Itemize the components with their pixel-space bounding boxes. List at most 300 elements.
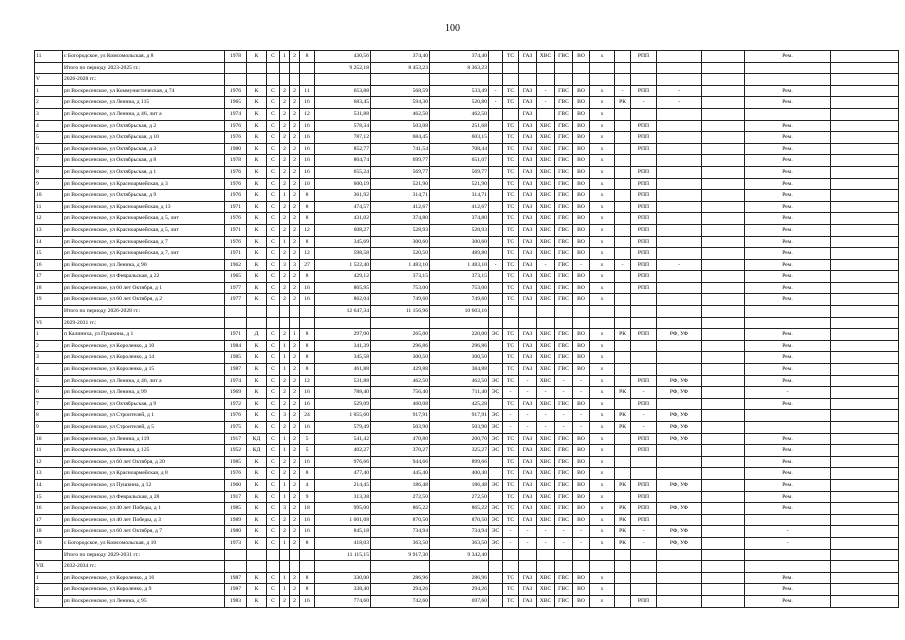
table-cell: 7 [35, 398, 63, 410]
table-cell: ТС [503, 259, 519, 271]
table-cell [489, 178, 503, 190]
table-cell: К [247, 595, 267, 607]
table-cell: ТС [503, 479, 519, 491]
table-cell [702, 491, 745, 503]
table-cell: 2 [290, 398, 300, 410]
table-cell: 2 [290, 282, 300, 294]
table-cell [371, 317, 430, 329]
table-cell [300, 549, 315, 561]
table-cell: РФ, УФ [657, 422, 702, 434]
table-cell: 200,70 [430, 433, 489, 445]
table-cell [657, 572, 702, 584]
period-total-label: Итого по периоду 2026-2028 гг.: [63, 306, 225, 318]
table-cell: С [267, 178, 280, 190]
table-cell: ГВС [555, 282, 573, 294]
table-cell: 2 [280, 375, 290, 387]
table-row [35, 236, 899, 248]
table-cell [615, 224, 631, 236]
table-cell: 16 [300, 456, 315, 468]
table-cell: К [247, 132, 267, 144]
table-cell: - [573, 422, 590, 434]
table-cell: 9 [35, 178, 63, 190]
table-cell [702, 561, 745, 573]
table-cell: ХВС [537, 51, 555, 63]
table-cell: ВО [573, 294, 590, 306]
period-total-value: 11 115,15 [315, 549, 371, 561]
table-cell: Рем. [745, 433, 831, 445]
section-label: 2026-2028 гг.: [63, 74, 225, 86]
table-cell: с Богородское, ул Комсомольская, д 10 [63, 537, 225, 549]
table-cell: 870,50 [371, 514, 430, 526]
table-cell: рп Воскресенское, ул Ленина, д 115 [63, 97, 225, 109]
table-cell [657, 317, 702, 329]
table-cell [503, 561, 519, 573]
table-cell: 529,09 [315, 398, 371, 410]
table-cell: С [267, 479, 280, 491]
table-cell: - [503, 410, 519, 422]
table-cell [615, 166, 631, 178]
table-cell: 1976 [225, 410, 247, 422]
table-cell: х [590, 584, 615, 596]
table-cell [267, 561, 280, 573]
table-cell: КД [247, 445, 267, 457]
table-cell: 1917 [225, 433, 247, 445]
table-cell [555, 549, 573, 561]
table-cell: 16 [300, 166, 315, 178]
table-cell: ГАЗ [519, 479, 537, 491]
table-cell: К [247, 97, 267, 109]
table-cell: - [615, 85, 631, 97]
table-cell [631, 549, 657, 561]
table-cell: ХВС [537, 132, 555, 144]
table-cell [290, 74, 300, 86]
table-cell: - [745, 387, 831, 399]
table-row [35, 282, 899, 294]
table-cell [503, 317, 519, 329]
table-cell [489, 62, 503, 74]
table-cell: ГВС [555, 248, 573, 260]
table-cell: 708,44 [430, 143, 489, 155]
table-cell: 1989 [225, 514, 247, 526]
table-cell: РК [615, 526, 631, 538]
table-cell: ГВС [555, 155, 573, 167]
table-cell: 402,27 [315, 445, 371, 457]
table-cell [300, 317, 315, 329]
table-cell: К [247, 271, 267, 283]
table-cell: Рем. [745, 97, 831, 109]
table-cell: - [573, 526, 590, 538]
table-cell [702, 387, 745, 399]
table-cell: ВО [573, 479, 590, 491]
table-cell: 16 [300, 120, 315, 132]
table-cell: х [590, 375, 615, 387]
table-cell: ТС [503, 364, 519, 376]
table-cell: 3 [35, 352, 63, 364]
table-cell: 17 [35, 514, 63, 526]
table-cell [831, 584, 899, 596]
table-cell: ГВС [555, 572, 573, 584]
table-cell: Рем. [745, 294, 831, 306]
table-cell: 2 [280, 120, 290, 132]
table-cell [831, 143, 899, 155]
table-cell [615, 364, 631, 376]
table-cell: К [247, 282, 267, 294]
table-cell: С [267, 282, 280, 294]
table-cell: Рем. [745, 445, 831, 457]
table-cell [657, 166, 702, 178]
table-cell: 12 [300, 224, 315, 236]
table-cell: ТС [503, 398, 519, 410]
table-cell: 2 [290, 51, 300, 63]
table-cell: 2 [280, 213, 290, 225]
table-cell: 16 [300, 422, 315, 434]
table-cell: 2 [290, 340, 300, 352]
table-cell: ВО [573, 132, 590, 144]
table-cell [631, 108, 657, 120]
table-cell: 1972 [225, 398, 247, 410]
table-cell: ГВС [555, 584, 573, 596]
table-cell [702, 329, 745, 341]
table-cell: ХВС [537, 398, 555, 410]
table-cell: 16 [300, 143, 315, 155]
table-cell: 2 [290, 201, 300, 213]
table-cell: ГВС [555, 433, 573, 445]
table-cell [615, 108, 631, 120]
table-cell: 3 [280, 410, 290, 422]
table-cell: 8 [300, 51, 315, 63]
table-cell [430, 317, 489, 329]
table-cell: ЭС [489, 422, 503, 434]
table-row [35, 259, 899, 271]
table-cell: - [631, 410, 657, 422]
table-cell [831, 537, 899, 549]
table-cell: ГАЗ [519, 236, 537, 248]
table-cell: ГВС [555, 178, 573, 190]
table-cell: ГАЗ [519, 85, 537, 97]
table-row [35, 468, 899, 480]
table-cell: 1973 [225, 537, 247, 549]
table-cell [537, 306, 555, 318]
table-cell [831, 51, 899, 63]
table-cell: 345,69 [315, 236, 371, 248]
table-cell [745, 514, 831, 526]
table-cell: ГВС [555, 259, 573, 271]
table-cell [503, 306, 519, 318]
table-cell: 16 [300, 387, 315, 399]
table-row [35, 132, 899, 144]
table-cell [702, 213, 745, 225]
table-cell: ВО [573, 166, 590, 178]
table-cell: ГВС [555, 491, 573, 503]
table-cell [657, 340, 702, 352]
table-cell: 734,94 [371, 526, 430, 538]
table-row [35, 584, 899, 596]
table-cell: ГАЗ [519, 201, 537, 213]
table-cell: 286,96 [371, 572, 430, 584]
table-cell: 16 [300, 155, 315, 167]
table-cell: 2 [280, 595, 290, 607]
table-cell: К [247, 259, 267, 271]
table-cell: 1 [35, 85, 63, 97]
table-cell: рп Воскресенское, ул Короленко, д 14 [63, 352, 225, 364]
table-cell: ГВС [555, 456, 573, 468]
table-cell: 2 [290, 236, 300, 248]
table-cell [745, 62, 831, 74]
table-cell: 10 [35, 433, 63, 445]
table-cell [631, 456, 657, 468]
table-cell: ТС [503, 282, 519, 294]
table-cell [745, 422, 831, 434]
table-cell: РПП [631, 375, 657, 387]
table-cell [631, 62, 657, 74]
table-cell [371, 561, 430, 573]
table-cell [489, 224, 503, 236]
table-cell: РК [615, 387, 631, 399]
table-cell: ГВС [555, 340, 573, 352]
table-row [35, 595, 899, 607]
table-cell: 2 [280, 143, 290, 155]
table-cell: х [590, 329, 615, 341]
table-row [35, 97, 899, 109]
table-cell: ГВС [555, 213, 573, 225]
table-cell [615, 456, 631, 468]
table-cell [831, 422, 899, 434]
table-cell [35, 62, 63, 74]
table-cell: 19 [35, 537, 63, 549]
table-cell [657, 224, 702, 236]
table-cell: - [519, 387, 537, 399]
table-cell: - [537, 410, 555, 422]
table-cell: ЭС [489, 526, 503, 538]
table-cell: Рем. [745, 456, 831, 468]
table-cell [702, 190, 745, 202]
table-cell: 461,88 [315, 364, 371, 376]
table-cell [657, 132, 702, 144]
table-cell [631, 340, 657, 352]
table-cell: Рем. [745, 584, 831, 596]
table-row [35, 514, 899, 526]
table-cell: 1 [280, 364, 290, 376]
table-cell: ТС [503, 236, 519, 248]
table-cell: - [555, 387, 573, 399]
table-cell [267, 62, 280, 74]
table-cell: 296,86 [371, 340, 430, 352]
table-cell: ВО [573, 456, 590, 468]
table-cell [267, 74, 280, 86]
table-cell [489, 132, 503, 144]
table-cell [702, 468, 745, 480]
table-cell: Рем. [745, 340, 831, 352]
table-cell: 569,77 [371, 166, 430, 178]
table-cell: х [590, 132, 615, 144]
table-cell [489, 120, 503, 132]
table-cell: 9 [35, 422, 63, 434]
table-cell [615, 74, 631, 86]
table-cell: ТС [503, 503, 519, 515]
table-cell: - [555, 410, 573, 422]
table-cell [615, 132, 631, 144]
table-cell: 531,88 [315, 108, 371, 120]
table-cell: 594,30 [371, 97, 430, 109]
table-cell [300, 306, 315, 318]
table-cell: 462,50 [371, 375, 430, 387]
table-cell [590, 306, 615, 318]
table-cell: 8 [300, 201, 315, 213]
table-cell: 2 [280, 271, 290, 283]
table-cell: 2 [280, 201, 290, 213]
table-cell: ТС [503, 155, 519, 167]
table-cell: К [247, 479, 267, 491]
table-cell: 870,50 [430, 514, 489, 526]
table-cell [657, 51, 702, 63]
table-cell: рп Воскресенское, ул Красноармейская, д 5, лит [63, 224, 225, 236]
table-cell: ВО [573, 143, 590, 155]
table-cell [702, 572, 745, 584]
table-cell [537, 62, 555, 74]
table-cell [831, 387, 899, 399]
table-cell [702, 514, 745, 526]
table-cell [615, 352, 631, 364]
table-cell: С [267, 572, 280, 584]
table-cell: РПП [631, 445, 657, 457]
table-cell: 1 [280, 433, 290, 445]
table-cell: 425,28 [430, 398, 489, 410]
table-cell [831, 514, 899, 526]
table-cell [615, 584, 631, 596]
table-cell: х [590, 282, 615, 294]
table-cell [831, 224, 899, 236]
table-cell [615, 445, 631, 457]
table-cell: 1 [35, 329, 63, 341]
table-cell [831, 166, 899, 178]
table-cell [225, 74, 247, 86]
table-cell [657, 491, 702, 503]
table-cell: 186,48 [430, 479, 489, 491]
table-cell: С [267, 514, 280, 526]
table-cell: 1965 [225, 97, 247, 109]
table-cell: ТС [503, 132, 519, 144]
table-cell: ТС [503, 213, 519, 225]
table-cell: С [267, 387, 280, 399]
table-cell [573, 62, 590, 74]
table-cell [489, 166, 503, 178]
table-cell: ВО [573, 445, 590, 457]
section-header-row [35, 317, 899, 329]
table-cell: 1 [290, 329, 300, 341]
table-cell: 12 [35, 456, 63, 468]
table-cell: 804,74 [315, 155, 371, 167]
table-cell [225, 317, 247, 329]
table-cell: ВО [573, 236, 590, 248]
table-cell: рп Воскресенское, ул Февральская, д 28 [63, 491, 225, 503]
table-cell [745, 317, 831, 329]
table-cell: 521,90 [430, 178, 489, 190]
table-cell: 8 [300, 329, 315, 341]
table-cell: РФ, УФ [657, 433, 702, 445]
table-cell: 341,39 [315, 340, 371, 352]
table-cell [615, 201, 631, 213]
table-cell [537, 108, 555, 120]
table-cell: ГАЗ [519, 398, 537, 410]
table-cell [573, 549, 590, 561]
table-cell [702, 143, 745, 155]
table-cell: Рем. [745, 201, 831, 213]
table-row [35, 108, 899, 120]
table-cell: 1974 [225, 108, 247, 120]
table-cell: 16 [300, 282, 315, 294]
table-cell: 2 [280, 108, 290, 120]
table-cell: РК [615, 329, 631, 341]
table-cell [657, 201, 702, 213]
table-cell [657, 352, 702, 364]
table-cell: ХВС [537, 503, 555, 515]
table-cell: х [590, 572, 615, 584]
table-cell: РК [615, 97, 631, 109]
table-cell: 11 [300, 85, 315, 97]
table-cell: х [590, 213, 615, 225]
table-cell: ХВС [537, 213, 555, 225]
table-cell: С [267, 410, 280, 422]
table-cell: 734,94 [430, 526, 489, 538]
table-cell: 15 [35, 248, 63, 260]
table-cell: ХВС [537, 282, 555, 294]
period-total-label: Итого по периоду 2029-2031 гг.: [63, 549, 225, 561]
table-cell [631, 572, 657, 584]
table-row [35, 526, 899, 538]
table-cell: 12 [35, 213, 63, 225]
table-cell: - [745, 526, 831, 538]
table-cell: Рем. [745, 178, 831, 190]
table-cell: 3 [35, 595, 63, 607]
table-row [35, 166, 899, 178]
section-header-row [35, 561, 899, 573]
table-cell: ТС [503, 514, 519, 526]
table-cell [489, 190, 503, 202]
table-cell: 11 [35, 201, 63, 213]
table-cell: ХВС [537, 178, 555, 190]
table-cell: ХВС [537, 468, 555, 480]
table-cell: 361,92 [315, 190, 371, 202]
table-cell: 286,96 [430, 572, 489, 584]
table-cell: 1 [280, 537, 290, 549]
table-cell [657, 178, 702, 190]
table-cell [280, 306, 290, 318]
table-row [35, 120, 899, 132]
table-cell: ХВС [537, 456, 555, 468]
table-cell [35, 306, 63, 318]
table-cell [831, 74, 899, 86]
table-cell [489, 572, 503, 584]
table-cell: ВО [573, 224, 590, 236]
table-cell: 431,02 [315, 213, 371, 225]
table-cell: 265,00 [371, 329, 430, 341]
table-cell: х [590, 271, 615, 283]
table-cell: ВО [573, 51, 590, 63]
table-cell: 683,45 [315, 97, 371, 109]
table-cell [657, 514, 702, 526]
table-cell: 16 [35, 503, 63, 515]
table-cell: 2 [280, 456, 290, 468]
table-cell [657, 294, 702, 306]
table-cell: ХВС [537, 364, 555, 376]
table-cell: рп Воскресенское, ул Октябрьская, д 1 [63, 166, 225, 178]
table-cell [225, 561, 247, 573]
table-cell [573, 561, 590, 573]
table-cell: С [267, 433, 280, 445]
table-cell: 541,42 [315, 433, 371, 445]
table-cell: К [247, 51, 267, 63]
table-cell: 16 [300, 514, 315, 526]
